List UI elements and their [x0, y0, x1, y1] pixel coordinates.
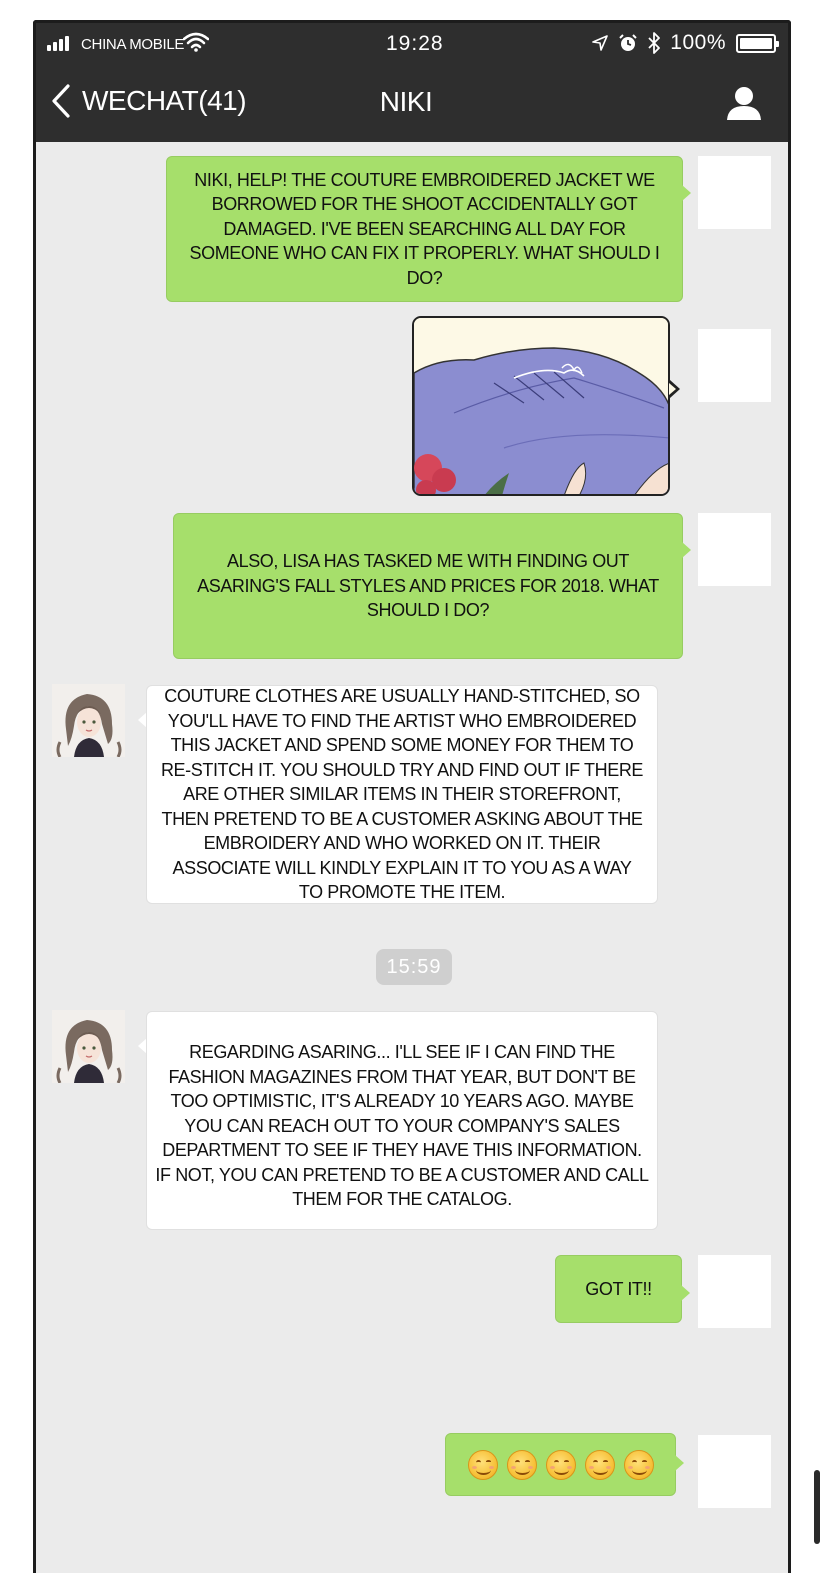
- status-time: 19:28: [386, 32, 444, 55]
- profile-icon[interactable]: [726, 85, 762, 121]
- signal-icon: [47, 35, 69, 51]
- message-bubble-sent[interactable]: [445, 1433, 676, 1496]
- message-text: NIKI, HELP! THE COUTURE EMBROIDERED JACKET WE BORROWED FOR THE SHOOT ACCIDENTALLY GOT DAMAGED. I'VE BEEN SEARCHING ALL DAY FOR SOMEONE WHO CAN FIX IT PROPERLY. WHAT SHOULD I DO?: [189, 169, 660, 288]
- avatar-self[interactable]: [698, 329, 771, 402]
- message-text: GOT IT!!: [585, 1278, 652, 1299]
- bluetooth-icon: [648, 32, 660, 54]
- avatar-niki[interactable]: [52, 684, 125, 757]
- message-bubble-sent[interactable]: [166, 156, 683, 302]
- avatar-self[interactable]: [698, 513, 771, 586]
- status-bar: [36, 23, 788, 65]
- smile-emoji: [546, 1450, 576, 1480]
- avatar-niki[interactable]: [52, 1010, 125, 1083]
- chat-title: NIKI: [379, 86, 433, 117]
- carrier-name: CHINA MOBILE: [81, 36, 185, 53]
- smile-emoji: [468, 1450, 498, 1480]
- alarm-icon: [618, 33, 638, 53]
- avatar-self[interactable]: [698, 156, 771, 229]
- back-chevron-icon: [50, 83, 72, 119]
- bubble-tail: [682, 185, 691, 201]
- niki-portrait: [52, 684, 125, 757]
- sticker-image: [414, 318, 670, 496]
- location-arrow-icon: [592, 35, 608, 51]
- avatar-self[interactable]: [698, 1255, 771, 1328]
- message-bubble-received[interactable]: [146, 1011, 658, 1230]
- message-bubble-received[interactable]: [146, 685, 658, 904]
- scrollbar-thumb[interactable]: [814, 1470, 820, 1544]
- image-message[interactable]: [412, 316, 670, 496]
- smile-emoji: [585, 1450, 615, 1480]
- phone-frame: [33, 20, 791, 1573]
- status-right: [592, 31, 776, 55]
- wifi-icon: [183, 32, 209, 52]
- top-bar: [36, 23, 788, 142]
- niki-portrait: [52, 1010, 125, 1083]
- message-text: REGARDING ASARING... I'LL SEE IF I CAN FIND THE FASHION MAGAZINES FROM THAT YEAR, BUT DON'T BE TOO OPTIMISTIC, IT'S ALREADY 10 YEARS AGO. MAYBE YOU CAN REACH OUT TO YOUR COMPANY'S SALES DEPARTMENT TO SEE IF THEY HAVE THIS INFORMATION. IF NOT, YOU CAN PRETEND TO BE A CUSTOMER AND CALL THEM FOR THE CATALOG.: [155, 1042, 649, 1209]
- message-bubble-sent[interactable]: [555, 1255, 682, 1323]
- message-text: COUTURE CLOTHES ARE USUALLY HAND-STITCHED, SO YOU'LL HAVE TO FIND THE ARTIST WHO EMBROIDERED THIS JACKET AND SPEND SOME MONEY FOR THEM TO RE-STITCH IT. YOU SHOULD TRY AND FIND OUT IF THERE ARE OTHER SIMILAR ITEMS IN THEIR STOREFRONT, THEN PRETEND TO BE A CUSTOMER ASKING ABOUT THE EMBROIDERY AND WHO WORKED ON IT. THEIR ASSOCIATE WILL KINDLY EXPLAIN IT TO YOU AS A WAY TO PROMOTE THE ITEM.: [160, 686, 644, 903]
- message-text: ALSO, LISA HAS TASKED ME WITH FINDING OUT ASARING'S FALL STYLES AND PRICES FOR 2018. WHAT SHOULD I DO?: [197, 551, 659, 621]
- battery-icon: [736, 34, 776, 53]
- avatar-self[interactable]: [698, 1435, 771, 1508]
- smile-emoji: [624, 1450, 654, 1480]
- back-label: WECHAT(41): [82, 85, 247, 116]
- bubble-tail: [675, 1455, 684, 1471]
- bubble-tail: [681, 1285, 690, 1301]
- back-button[interactable]: [50, 83, 246, 119]
- smile-emoji: [507, 1450, 537, 1480]
- bubble-tail: [670, 380, 680, 398]
- nav-bar: [36, 75, 788, 130]
- message-bubble-sent[interactable]: [173, 513, 683, 659]
- battery-percent: 100%: [670, 31, 726, 54]
- bubble-tail: [682, 542, 691, 558]
- chat-timestamp: 15:59: [376, 949, 452, 985]
